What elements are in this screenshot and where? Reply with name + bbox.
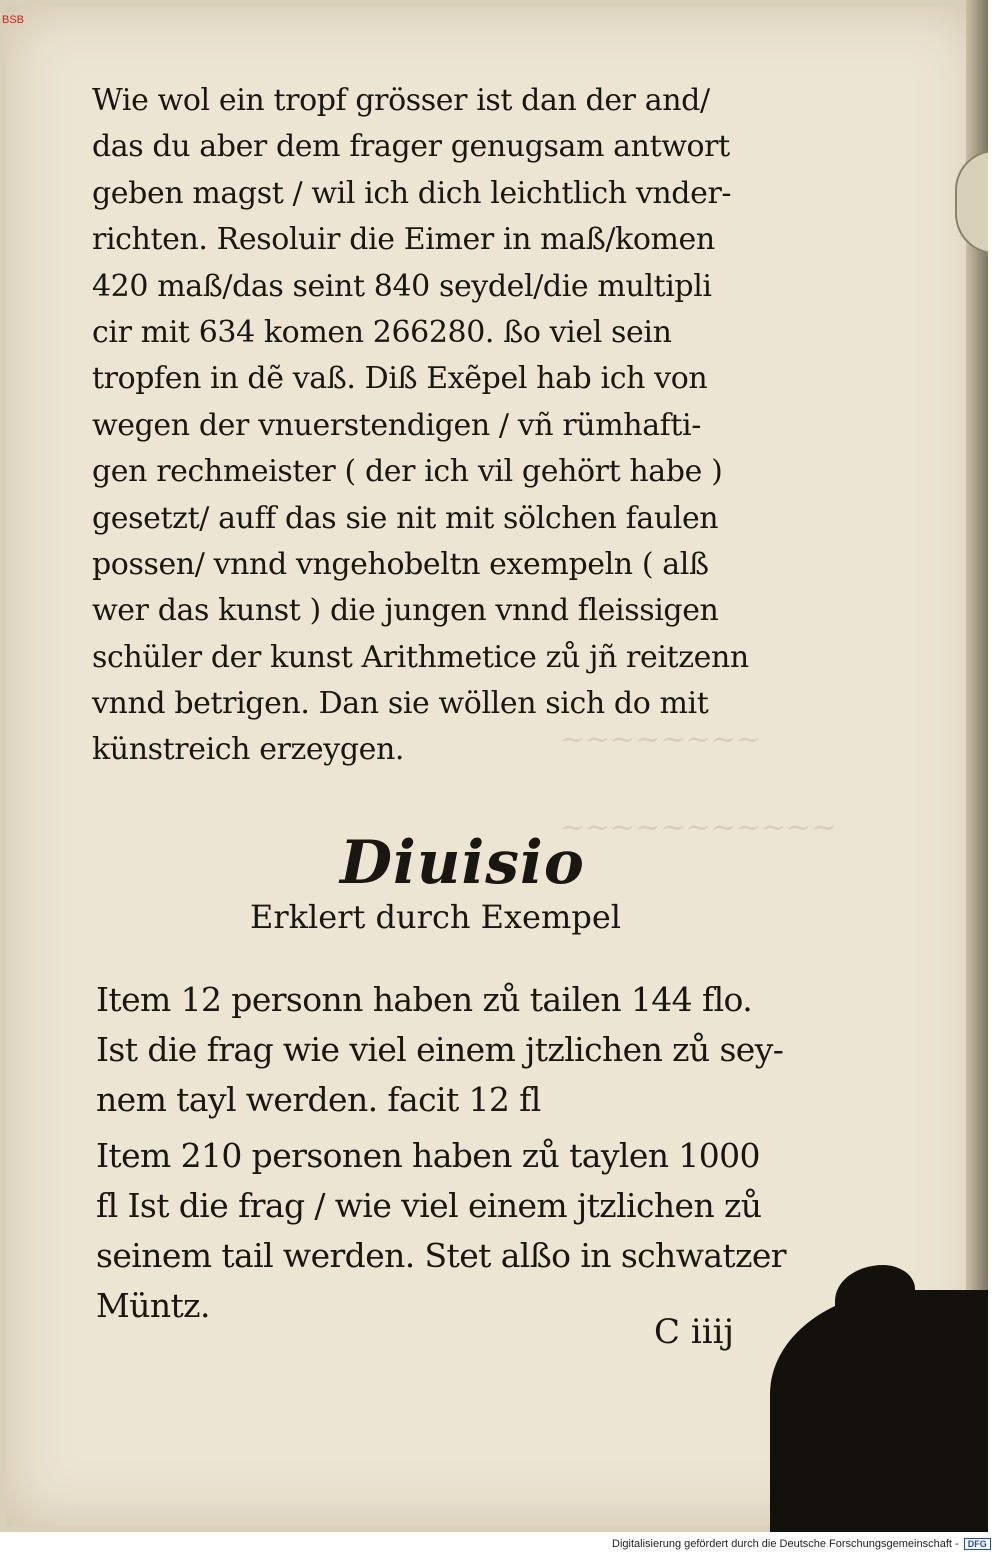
text-line: wegen der vnuerstendigen / vñ rümhafti-: [92, 407, 701, 443]
text-line: Müntz.: [96, 1286, 210, 1325]
signature-mark: C iiij: [654, 1312, 734, 1352]
text-line: Wie wol ein tropf grösser ist dan der and/: [92, 83, 710, 118]
text-line: wer das kunst ) die jungen vnnd fleissigen: [92, 593, 719, 629]
text-line: Item 12 personn haben zů tailen 144 flo.: [96, 980, 753, 1019]
text-line: cir mit 634 komen 266280. ßo viel sein: [92, 314, 672, 350]
text-line: das du aber dem frager genugsam antwort: [92, 129, 730, 165]
footer-text: Digitalisierung gefördert durch die Deutsche Forschungsgemeinschaft -: [612, 1538, 959, 1550]
show-through: ~~~~~~~~~~~: [560, 810, 837, 845]
section-heading: Diuisio: [340, 828, 585, 898]
text-line: richten. Resoluir die Eimer in maß/komen: [92, 222, 715, 258]
library-mark: BSB: [2, 14, 25, 26]
text-line: künstreich erzeygen.: [92, 732, 405, 768]
text-line: gen rechmeister ( der ich vil gehört habe ): [92, 454, 723, 490]
text-line: 420 maß/das seint 840 seydel/die multipli: [92, 268, 712, 304]
text-line: gesetzt/ auff das sie nit mit sölchen faulen: [92, 500, 719, 536]
show-through: ~~~~~~~~: [560, 722, 762, 757]
text-line: tropfen in dẽ vaß. Diß Exẽpel hab ich von: [92, 361, 708, 397]
main-text-block: [92, 78, 832, 774]
text-line: vnnd betrigen. Dan sie wöllen sich do mit: [92, 686, 709, 722]
text-line: Ist die frag wie viel einem jtzlichen zů sey-: [96, 1030, 784, 1069]
dfg-logo: DFG: [964, 1538, 991, 1550]
text-line: nem tayl werden. facit 12 fl: [96, 1080, 541, 1119]
example-item-2: [96, 1131, 836, 1331]
text-line: fl Ist die frag / wie viel einem jtzlichen zů: [96, 1186, 762, 1225]
page-damage: [770, 1290, 988, 1532]
text-line: Item 210 personen haben zů taylen 1000: [96, 1136, 760, 1175]
example-item-1: [96, 975, 836, 1125]
text-line: geben magst / wil ich dich leichtlich vnder-: [92, 175, 732, 211]
text-line: schüler der kunst Arithmetice zů jñ reitzenn: [92, 639, 749, 675]
funding-footer: [612, 1538, 991, 1550]
text-line: possen/ vnnd vngehobeltn exempeln ( alß: [92, 546, 709, 582]
section-subheading: Erklert durch Exempel: [250, 898, 621, 936]
text-line: seinem tail werden. Stet alßo in schwatzer: [96, 1236, 786, 1275]
